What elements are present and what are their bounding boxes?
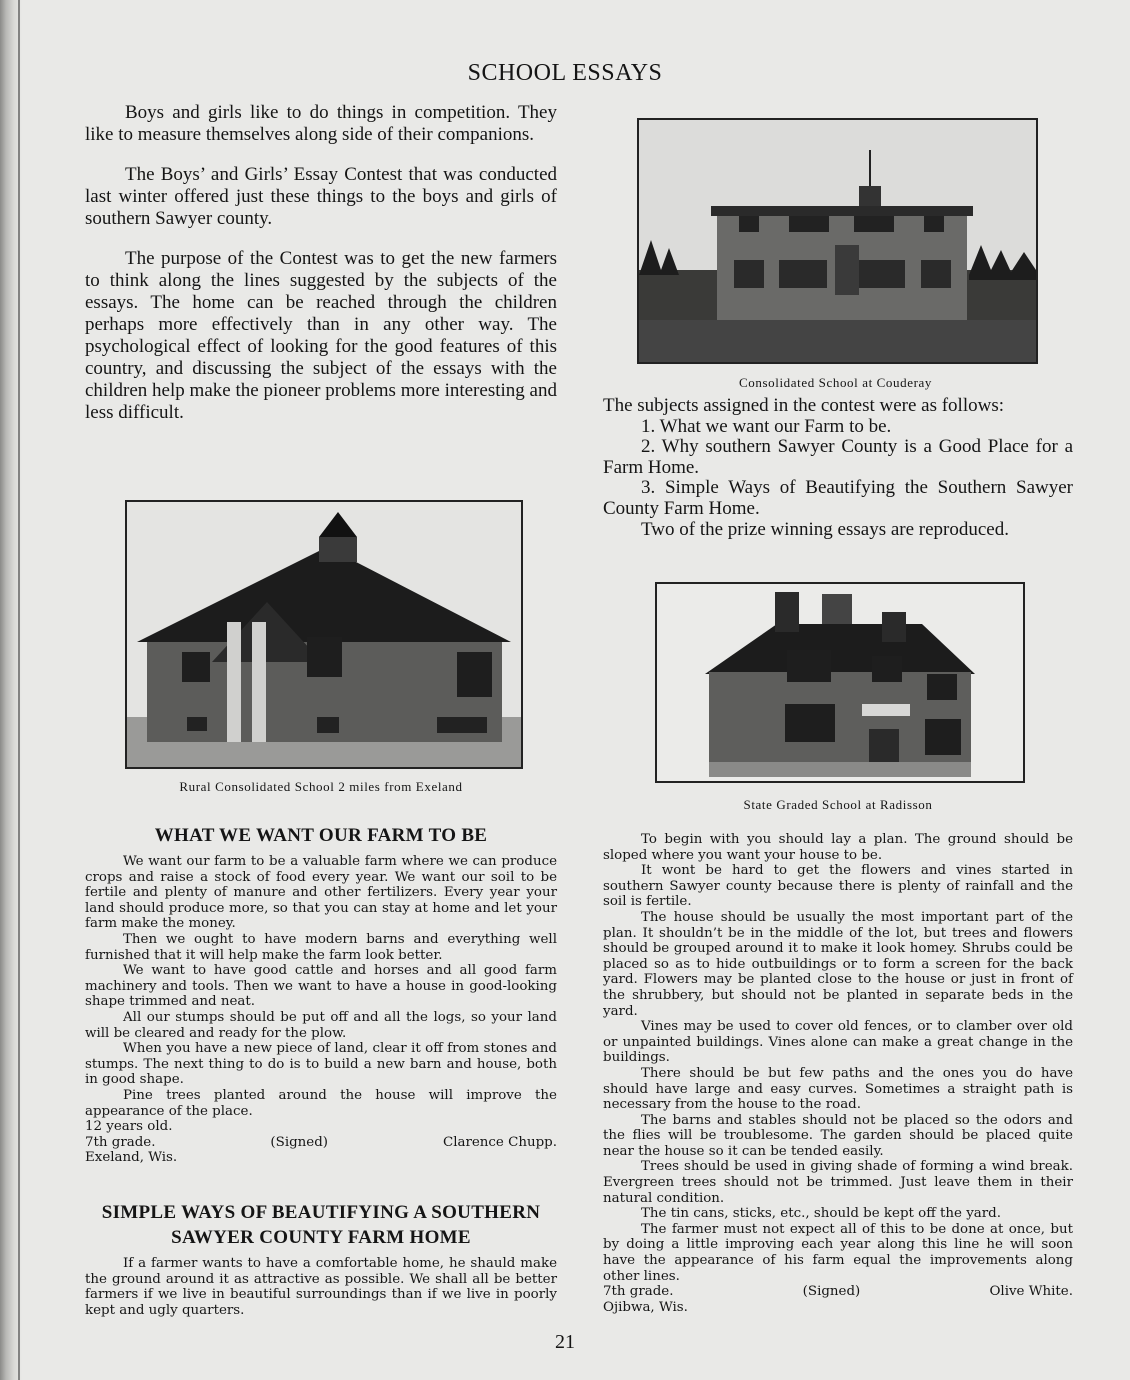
essay-what-we-want <box>85 823 557 1166</box>
author-grade: 7th grade. <box>85 1134 156 1150</box>
essay-paragraph: We want our farm to be a valuable farm where we can produce crops and raise a stock of food every year. We want our soil to be fertile and plenty of manure and other fertilizers. Every year your land should produce more, so that you can stay at home and let your farm make the money. <box>85 854 557 932</box>
essay-paragraph: The farmer must not expect all of this to be done at once, but by doing a little improving each year along this line he will soon have the appearance of his farm equal the improvements along other lines. <box>603 1221 1073 1284</box>
subject-item: 3. Simple Ways of Beautifying the Southern Sawyer County Farm Home. <box>603 477 1073 519</box>
essay-beautifying-opening <box>85 1200 557 1318</box>
intro-paragraph: Boys and girls like to do things in competition. They like to measure themselves along side of their companions. <box>85 102 557 145</box>
photo-couderay-school <box>637 118 1038 364</box>
intro-paragraph: The Boys’ and Girls’ Essay Contest that was conducted last winter offered just these things to the boys and girls of southern Sawyer county. <box>85 164 557 229</box>
essay-paragraph: To begin with you should lay a plan. The ground should be sloped where you want your house to be. <box>603 832 1073 863</box>
caption-couderay: Consolidated School at Couderay <box>739 375 932 390</box>
signed-label: (Signed) <box>802 1284 861 1300</box>
essay-paragraph: Vines may be used to cover old fences, or to clamber over old or unpainted buildings. Vines alone can make a great change in the buildings. <box>603 1019 1073 1066</box>
author-age: 12 years old. <box>85 1119 173 1135</box>
essay-heading: WHAT WE WANT OUR FARM TO BE <box>154 825 488 846</box>
essay-paragraph: There should be but few paths and the ones you do have should have large and easy curves. Sometimes a straight path is necessary from the house to the road. <box>603 1065 1073 1113</box>
subjects-list <box>603 396 1073 540</box>
signed-label: (Signed) <box>270 1134 329 1150</box>
signature-row <box>603 1284 1073 1300</box>
essay-paragraph: When you have a new piece of land, clear it off from stones and stumps. The next thing to do is to build a new barn and house, both in good shape. <box>85 1041 557 1088</box>
essay-paragraph: Trees should be used in giving shade of forming a wind break. Evergreen trees should not be trimmed. Just leave them in their natural condition. <box>603 1159 1073 1206</box>
author-grade: 7th grade. <box>603 1284 674 1300</box>
photo-radisson-school <box>655 582 1025 783</box>
subjects-lead: The subjects assigned in the contest were as follows: <box>603 395 1005 416</box>
essay-body <box>85 1256 557 1318</box>
binding-line <box>18 0 20 1380</box>
page-number: 21 <box>555 1331 575 1353</box>
signature-row <box>85 1135 557 1151</box>
essay-paragraph: The tin cans, sticks, etc., should be kept off the yard. <box>641 1206 1001 1222</box>
essay-heading: SIMPLE WAYS OF BEAUTIFYING A SOUTHERN SAWYER COUNTY FARM HOME <box>101 1202 541 1248</box>
essay-paragraph: Then we ought to have modern barns and everything well furnished that it will help make the farm look better. <box>85 931 557 963</box>
essay-paragraph: If a farmer wants to have a comfortable home, he shauld make the ground around it as attractive as possible. We shall all be better farmers if we live in beautiful surroundings than if we live in poorly kept and ugly quarters. <box>85 1256 557 1318</box>
intro-paragraph: The purpose of the Contest was to get the new farmers to think along the lines suggested by the subjects of the essays. The home can be reached through the children perhaps more effectively than in any other way. The psychological effect of looking for the good features of this country, and discussing the subject of the essays with the children help make the pioneer problems more interesting and less difficult. <box>85 248 557 423</box>
essay-paragraph: The house should be usually the most important part of the plan. It shouldn’t be in the middle of the lot, but trees and flowers should be grouped around it to make it look homey. Shrubs could be placed so as to hide outbuildings or to form a screen for the back yard. Flowers may be planted close to the house or just in front of the shrubbery, but should not be planted in separate beds in the yard. <box>603 909 1073 1019</box>
photo-exeland-school <box>125 500 523 769</box>
subject-item: 1. What we want our Farm to be. <box>641 415 892 437</box>
page-title: SCHOOL ESSAYS <box>467 60 663 86</box>
caption-exeland: Rural Consolidated School 2 miles from Exeland <box>179 779 463 794</box>
essay-paragraph: We want to have good cattle and horses and all good farm machinery and tools. Then we want to have a house in good-looking shape trimmed and neat. <box>85 963 557 1010</box>
author-place: Ojibwa, Wis. <box>603 1299 688 1315</box>
essay-body <box>85 854 557 1166</box>
essay-beautifying-continued <box>603 832 1073 1315</box>
subjects-closing: Two of the prize winning essays are reproduced. <box>641 518 1009 540</box>
essay-paragraph: It wont be hard to get the flowers and vines started in southern Sawyer county because there is plenty of rainfall and the soil is fertile. <box>603 863 1073 910</box>
essay-paragraph: All our stumps should be put off and all the logs, so your land will be cleared and ready for the plow. <box>85 1009 557 1041</box>
essay-paragraph: The barns and stables should not be placed so the odors and the flies will be troublesome. The garden should be placed quite near the house so it can be tended easily. <box>603 1112 1073 1159</box>
author-name: Clarence Chupp. <box>442 1134 557 1150</box>
author-name: Olive White. <box>989 1284 1073 1300</box>
intro-text <box>85 102 557 442</box>
subject-item: 2. Why southern Sawyer County is a Good Place for a Farm Home. <box>603 436 1073 478</box>
caption-radisson: State Graded School at Radisson <box>743 797 933 812</box>
essay-paragraph: Pine trees planted around the house will improve the appearance of the place. <box>85 1087 557 1119</box>
author-place: Exeland, Wis. <box>85 1150 178 1166</box>
